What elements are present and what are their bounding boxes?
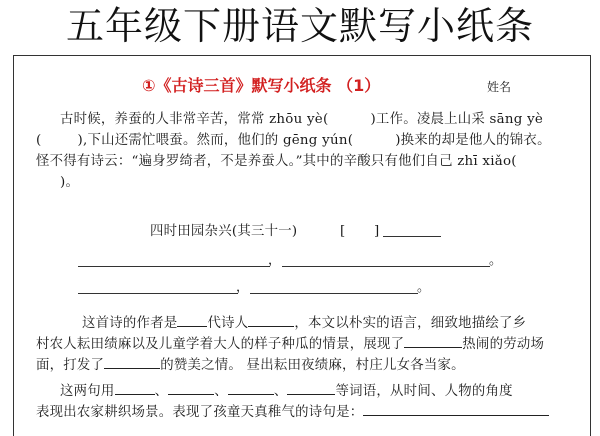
worksheet-title: ①《古诗三首》默写小纸条 （1） (142, 76, 381, 95)
poem-period: 。 (417, 280, 431, 295)
passage-line-4 (60, 173, 79, 193)
passage-line-2 (36, 131, 551, 151)
passage-line-3 (36, 152, 517, 172)
dynasty-bracket-close: ] (374, 224, 380, 239)
analysis-text: 的赞美之情。 昼出耘田夜绩麻，村庄儿女各当家。 (160, 358, 465, 373)
passage-text: )工作。凌晨上山采 sāng yè (370, 112, 544, 127)
dynasty-blank[interactable] (177, 312, 207, 327)
poem-answer-line[interactable] (250, 293, 418, 294)
poem-line-blank[interactable] (363, 401, 549, 416)
analysis-text: 代诗人 (207, 316, 249, 331)
poet-blank[interactable] (248, 312, 294, 327)
poem-comma: ， (268, 253, 282, 268)
poem-answer-line[interactable] (78, 293, 238, 294)
analysis-line-2 (36, 333, 544, 355)
passage-text: )换来的却是他人的锦衣。 (395, 133, 551, 148)
poem-answer-line[interactable] (78, 266, 270, 267)
author-answer-line[interactable] (383, 236, 441, 237)
separator: 、 (273, 384, 288, 399)
passage-text: ( (36, 133, 42, 148)
poem-answer-line[interactable] (282, 266, 490, 267)
passage-line-1 (60, 110, 543, 130)
analysis-blank[interactable] (104, 354, 160, 369)
usage-text: 等词语，从时间、人物的角度 (335, 384, 513, 399)
usage-text: 这两句用 (60, 384, 115, 399)
poem-title: 四时田园杂兴(其三十一) (150, 224, 298, 239)
separator: 、 (154, 384, 169, 399)
analysis-text: 热闹的劳动场 (462, 337, 545, 352)
usage-text: 表现出农家耕织场景。表现了孩童天真稚气的诗句是： (36, 405, 364, 420)
analysis-text: 村农人耘田绩麻以及儿童学着大人的样子种瓜的情景，展现了 (36, 337, 405, 352)
poem-period: 。 (489, 253, 503, 268)
dynasty-bracket-open: [ (340, 224, 346, 239)
page-title: 五年级下册语文默写小纸条 (65, 4, 534, 48)
passage-text: )。 (60, 175, 80, 190)
word-blank[interactable] (168, 380, 214, 395)
separator: 、 (214, 384, 228, 399)
word-blank[interactable] (115, 380, 155, 395)
word-blank[interactable] (228, 380, 274, 395)
analysis-line-1 (82, 312, 526, 334)
analysis-text: 面，打发了 (36, 358, 105, 373)
passage-text: 怪不得有诗云：“遍身罗绮者，不是养蚕人。”其中的辛酸只有他们自己 zhī xiǎo( (36, 154, 517, 169)
poem-comma: ， (236, 280, 250, 295)
analysis-text: ，本文以朴实的语言，细致地描绘了乡 (294, 316, 527, 331)
word-blank[interactable] (287, 380, 335, 395)
analysis-blank[interactable] (404, 333, 462, 348)
name-label (487, 79, 511, 95)
analysis-line-3 (36, 354, 465, 376)
usage-line-1 (60, 380, 513, 402)
name-label-text: 姓名 (487, 80, 512, 94)
passage-text: 古时候，养蚕的人非常辛苦，常常 zhōu yè( (60, 112, 329, 127)
analysis-text: 这首诗的作者是 (82, 316, 178, 331)
passage-text: ),下山还需忙喂蚕。然而，他们的 gēng yún( (77, 133, 354, 148)
